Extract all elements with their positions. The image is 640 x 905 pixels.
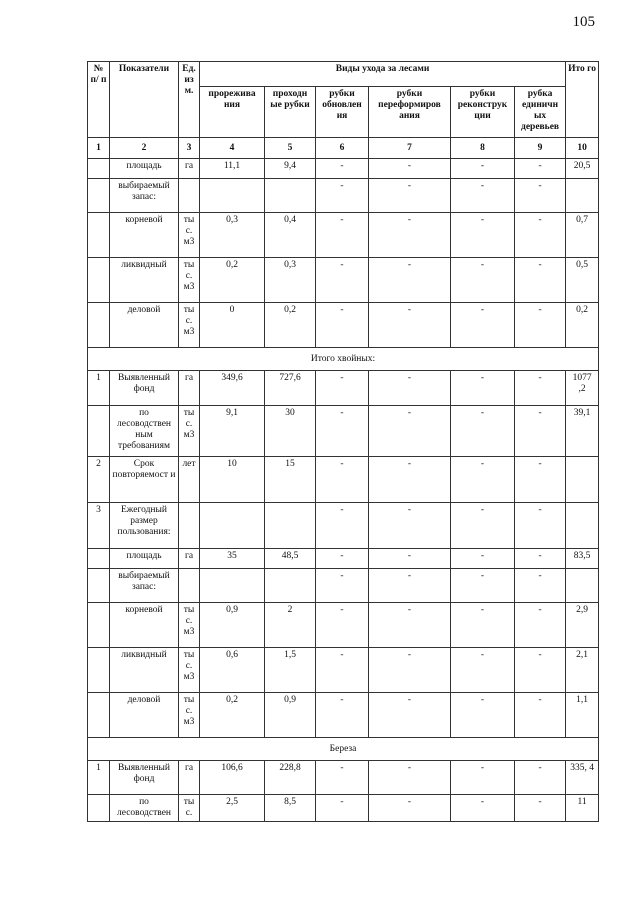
- value-cell: -: [515, 569, 566, 603]
- row-number-cell: [88, 258, 110, 303]
- table-row: [88, 795, 599, 822]
- value-cell: 0,4: [265, 213, 316, 258]
- value-cell: -: [369, 549, 451, 569]
- value-cell: 11: [566, 795, 599, 822]
- value-cell: -: [316, 179, 369, 213]
- value-cell: -: [316, 213, 369, 258]
- value-cell: 8,5: [265, 795, 316, 822]
- value-cell: -: [316, 303, 369, 348]
- header-num: № п/ п: [88, 62, 110, 138]
- header-type: рубки переформиров ания: [369, 87, 451, 138]
- value-cell: 228,8: [265, 761, 316, 795]
- value-cell: 30: [265, 406, 316, 457]
- value-cell: -: [316, 549, 369, 569]
- value-cell: 2: [265, 603, 316, 648]
- value-cell: 11,1: [200, 159, 265, 179]
- value-cell: -: [316, 258, 369, 303]
- header-total: Ито го: [566, 62, 599, 138]
- indicator-cell: площадь: [110, 549, 179, 569]
- column-number: 2: [110, 138, 179, 159]
- indicator-cell: Срок повторяемост и: [110, 457, 179, 503]
- row-number-cell: [88, 213, 110, 258]
- section-title: Итого хвойных:: [88, 348, 599, 371]
- value-cell: [566, 179, 599, 213]
- row-number-cell: [88, 569, 110, 603]
- value-cell: -: [369, 795, 451, 822]
- value-cell: -: [515, 457, 566, 503]
- row-number-cell: [88, 603, 110, 648]
- value-cell: -: [451, 179, 515, 213]
- value-cell: -: [369, 503, 451, 549]
- value-cell: 335, 4: [566, 761, 599, 795]
- row-number-cell: [88, 693, 110, 738]
- column-number-row: [88, 138, 599, 159]
- header-types-group: Виды ухода за лесами: [200, 62, 566, 87]
- table-row: [88, 693, 599, 738]
- value-cell: -: [451, 795, 515, 822]
- value-cell: -: [515, 648, 566, 693]
- value-cell: 0,9: [200, 603, 265, 648]
- indicator-cell: деловой: [110, 693, 179, 738]
- value-cell: -: [515, 303, 566, 348]
- value-cell: 15: [265, 457, 316, 503]
- column-number: 9: [515, 138, 566, 159]
- row-number-cell: [88, 549, 110, 569]
- section-row: [88, 738, 599, 761]
- unit-cell: га: [179, 761, 200, 795]
- section-row: [88, 348, 599, 371]
- value-cell: -: [316, 648, 369, 693]
- indicator-cell: корневой: [110, 603, 179, 648]
- value-cell: [566, 503, 599, 549]
- value-cell: -: [515, 795, 566, 822]
- unit-cell: ты с. м3: [179, 648, 200, 693]
- value-cell: -: [451, 213, 515, 258]
- unit-cell: ты с. м3: [179, 258, 200, 303]
- value-cell: 0,3: [265, 258, 316, 303]
- table-row: [88, 648, 599, 693]
- value-cell: 83,5: [566, 549, 599, 569]
- table-row: [88, 258, 599, 303]
- value-cell: [265, 503, 316, 549]
- value-cell: 39,1: [566, 406, 599, 457]
- indicator-cell: выбираемый запас:: [110, 569, 179, 603]
- value-cell: -: [369, 603, 451, 648]
- row-number-cell: [88, 795, 110, 822]
- unit-cell: ты с. м3: [179, 213, 200, 258]
- value-cell: -: [369, 159, 451, 179]
- table-row: [88, 549, 599, 569]
- value-cell: 0: [200, 303, 265, 348]
- value-cell: 2,1: [566, 648, 599, 693]
- value-cell: -: [451, 503, 515, 549]
- value-cell: 349,6: [200, 371, 265, 406]
- row-number-cell: [88, 406, 110, 457]
- row-number-cell: 2: [88, 457, 110, 503]
- value-cell: [200, 179, 265, 213]
- unit-cell: ты с. м3: [179, 693, 200, 738]
- header-indicators: Показатели: [110, 62, 179, 138]
- value-cell: [265, 179, 316, 213]
- header-unit: Ед. из м.: [179, 62, 200, 138]
- value-cell: -: [369, 457, 451, 503]
- unit-cell: га: [179, 549, 200, 569]
- unit-cell: [179, 179, 200, 213]
- value-cell: -: [515, 693, 566, 738]
- value-cell: 35: [200, 549, 265, 569]
- header-type: рубки обновлен ия: [316, 87, 369, 138]
- value-cell: -: [451, 159, 515, 179]
- value-cell: -: [451, 549, 515, 569]
- table-row: [88, 371, 599, 406]
- column-number: 5: [265, 138, 316, 159]
- value-cell: [200, 569, 265, 603]
- row-number-cell: [88, 179, 110, 213]
- value-cell: -: [451, 258, 515, 303]
- indicator-cell: корневой: [110, 213, 179, 258]
- header-type: рубки реконструк ции: [451, 87, 515, 138]
- value-cell: 1,1: [566, 693, 599, 738]
- value-cell: 20,5: [566, 159, 599, 179]
- table-row: [88, 503, 599, 549]
- value-cell: -: [369, 406, 451, 457]
- value-cell: -: [515, 503, 566, 549]
- value-cell: 0,6: [200, 648, 265, 693]
- value-cell: -: [515, 258, 566, 303]
- value-cell: -: [369, 648, 451, 693]
- column-number: 8: [451, 138, 515, 159]
- indicator-cell: Выявленный фонд: [110, 371, 179, 406]
- value-cell: 0,2: [200, 693, 265, 738]
- value-cell: [566, 457, 599, 503]
- value-cell: -: [316, 503, 369, 549]
- table-row: [88, 569, 599, 603]
- column-number: 1: [88, 138, 110, 159]
- row-number-cell: [88, 159, 110, 179]
- value-cell: -: [316, 371, 369, 406]
- value-cell: -: [369, 371, 451, 406]
- value-cell: -: [515, 406, 566, 457]
- value-cell: [200, 503, 265, 549]
- unit-cell: лет: [179, 457, 200, 503]
- value-cell: -: [451, 371, 515, 406]
- value-cell: 9,4: [265, 159, 316, 179]
- table-row: [88, 457, 599, 503]
- value-cell: 0,3: [200, 213, 265, 258]
- column-number: 3: [179, 138, 200, 159]
- value-cell: -: [316, 569, 369, 603]
- row-number-cell: [88, 648, 110, 693]
- header-type: рубка единичн ых деревьев: [515, 87, 566, 138]
- table-row: [88, 159, 599, 179]
- header-type: проходн ые рубки: [265, 87, 316, 138]
- value-cell: 727,6: [265, 371, 316, 406]
- row-number-cell: 1: [88, 761, 110, 795]
- indicator-cell: ликвидный: [110, 648, 179, 693]
- value-cell: 0,2: [566, 303, 599, 348]
- value-cell: -: [369, 213, 451, 258]
- value-cell: -: [316, 693, 369, 738]
- value-cell: -: [515, 603, 566, 648]
- value-cell: -: [316, 457, 369, 503]
- value-cell: -: [369, 693, 451, 738]
- value-cell: 48,5: [265, 549, 316, 569]
- unit-cell: га: [179, 159, 200, 179]
- column-number: 6: [316, 138, 369, 159]
- value-cell: 0,5: [566, 258, 599, 303]
- value-cell: -: [316, 406, 369, 457]
- value-cell: 2,5: [200, 795, 265, 822]
- column-number: 4: [200, 138, 265, 159]
- value-cell: -: [451, 569, 515, 603]
- value-cell: -: [451, 648, 515, 693]
- value-cell: 0,2: [200, 258, 265, 303]
- header-type: прорежива ния: [200, 87, 265, 138]
- table-body: [88, 138, 599, 822]
- indicator-cell: Ежегодный размер пользования:: [110, 503, 179, 549]
- value-cell: -: [515, 371, 566, 406]
- unit-cell: ты с. м3: [179, 603, 200, 648]
- value-cell: -: [451, 603, 515, 648]
- unit-cell: ты с.: [179, 795, 200, 822]
- unit-cell: ты с. м3: [179, 406, 200, 457]
- unit-cell: [179, 503, 200, 549]
- table-row: [88, 761, 599, 795]
- value-cell: -: [515, 761, 566, 795]
- page-number: 105: [572, 14, 595, 30]
- value-cell: -: [369, 258, 451, 303]
- value-cell: 9,1: [200, 406, 265, 457]
- value-cell: -: [316, 795, 369, 822]
- value-cell: -: [316, 603, 369, 648]
- value-cell: [566, 569, 599, 603]
- value-cell: -: [515, 213, 566, 258]
- table-row: [88, 603, 599, 648]
- table-row: [88, 303, 599, 348]
- value-cell: -: [369, 569, 451, 603]
- value-cell: 2,9: [566, 603, 599, 648]
- value-cell: -: [451, 457, 515, 503]
- value-cell: -: [316, 761, 369, 795]
- value-cell: 1,5: [265, 648, 316, 693]
- unit-cell: га: [179, 371, 200, 406]
- unit-cell: ты с. м3: [179, 303, 200, 348]
- value-cell: -: [369, 303, 451, 348]
- value-cell: 1077 ,2: [566, 371, 599, 406]
- value-cell: 106,6: [200, 761, 265, 795]
- table-row: [88, 406, 599, 457]
- value-cell: 10: [200, 457, 265, 503]
- section-title: Береза: [88, 738, 599, 761]
- indicator-cell: выбираемый запас:: [110, 179, 179, 213]
- value-cell: 0,7: [566, 213, 599, 258]
- value-cell: -: [451, 406, 515, 457]
- indicator-cell: по лесоводствен ным требованиям: [110, 406, 179, 457]
- forest-care-table: [87, 61, 599, 822]
- indicator-cell: по лесоводствен: [110, 795, 179, 822]
- indicator-cell: ликвидный: [110, 258, 179, 303]
- table-row: [88, 213, 599, 258]
- value-cell: -: [451, 761, 515, 795]
- value-cell: -: [515, 179, 566, 213]
- value-cell: -: [451, 303, 515, 348]
- value-cell: 0,2: [265, 303, 316, 348]
- value-cell: -: [369, 761, 451, 795]
- value-cell: [265, 569, 316, 603]
- column-number: 10: [566, 138, 599, 159]
- value-cell: -: [451, 693, 515, 738]
- column-number: 7: [369, 138, 451, 159]
- indicator-cell: Выявленный фонд: [110, 761, 179, 795]
- value-cell: -: [515, 159, 566, 179]
- unit-cell: [179, 569, 200, 603]
- indicator-cell: площадь: [110, 159, 179, 179]
- indicator-cell: деловой: [110, 303, 179, 348]
- row-number-cell: 1: [88, 371, 110, 406]
- value-cell: -: [316, 159, 369, 179]
- value-cell: 0,9: [265, 693, 316, 738]
- row-number-cell: 3: [88, 503, 110, 549]
- table-row: [88, 179, 599, 213]
- row-number-cell: [88, 303, 110, 348]
- value-cell: -: [369, 179, 451, 213]
- value-cell: -: [515, 549, 566, 569]
